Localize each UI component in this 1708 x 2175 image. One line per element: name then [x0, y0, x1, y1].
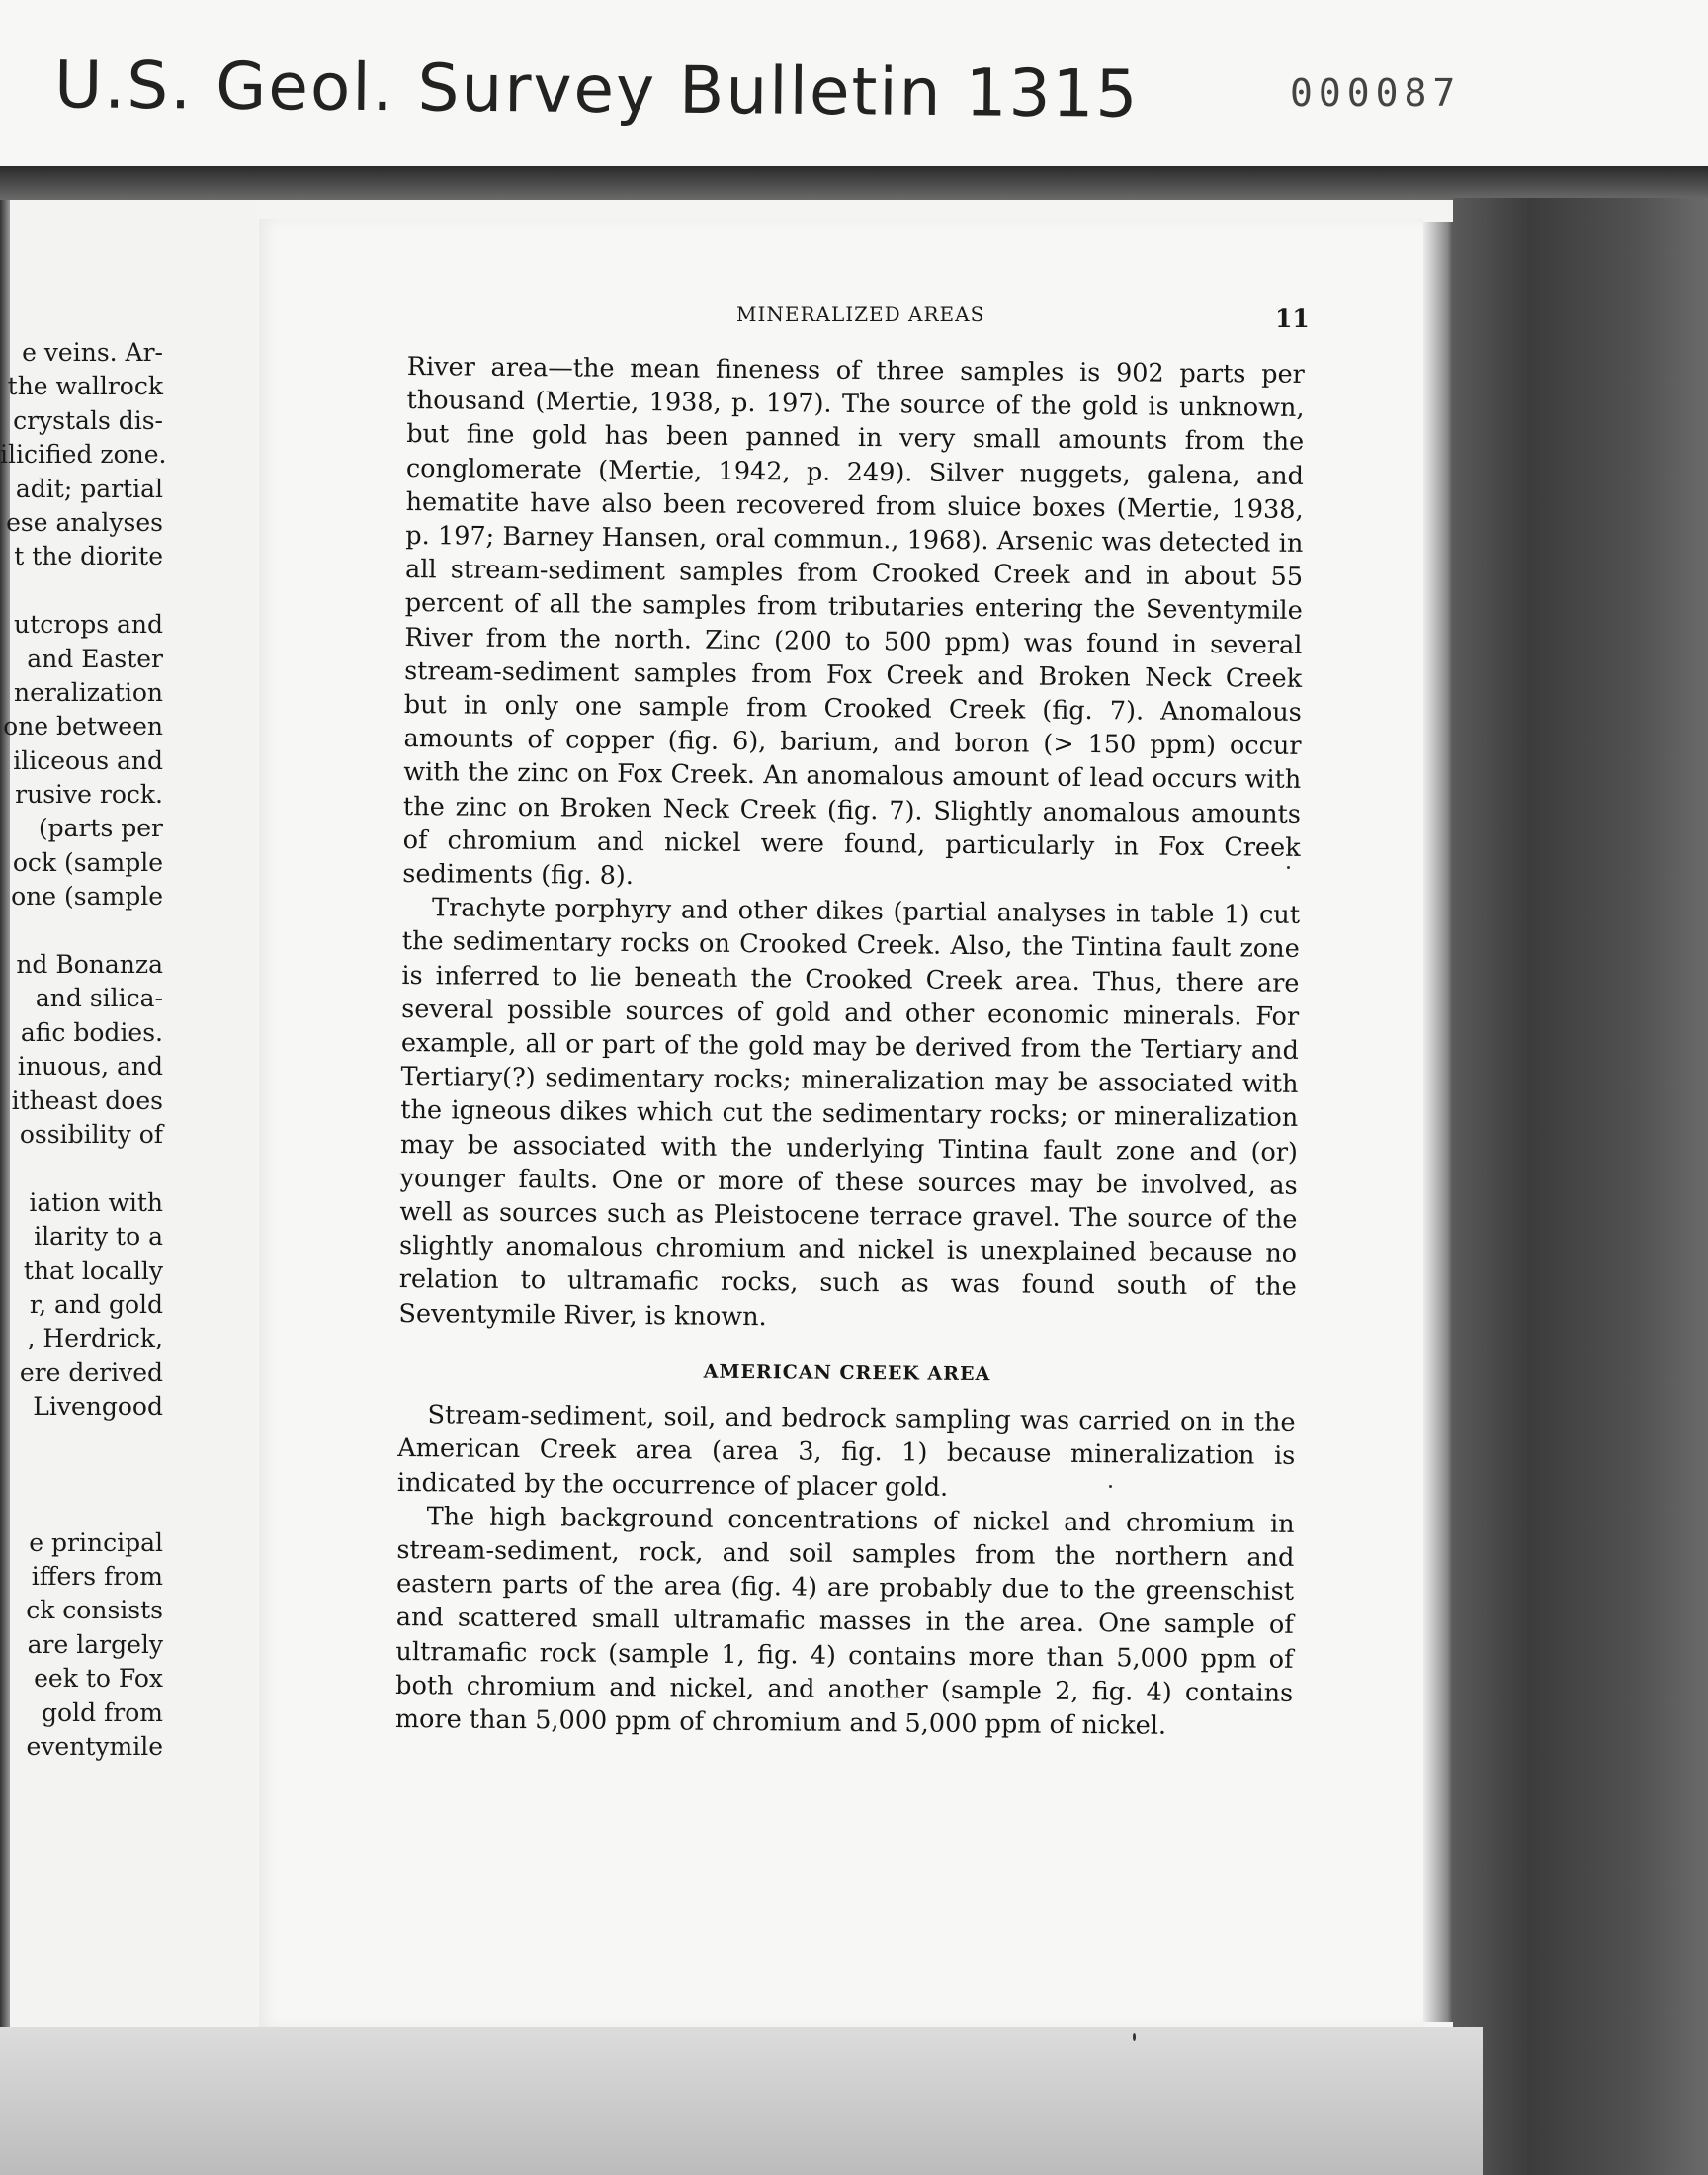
left-page-line: iliceous and: [13, 745, 163, 775]
document-stamp-number: 000087: [1290, 71, 1462, 115]
left-page-line: [0, 574, 163, 608]
left-page-line: Livengood: [33, 1392, 163, 1422]
scan-speck: [1287, 866, 1290, 869]
left-page-line: ossibility of: [19, 1119, 163, 1149]
left-page-line: ese analyses: [6, 507, 163, 537]
scan-speck: [1109, 1485, 1112, 1488]
scanner-right-shadow: [1453, 198, 1708, 2175]
scanner-bottom-shadow: [0, 2027, 1483, 2175]
left-page-line: itheast does: [11, 1086, 163, 1115]
left-page-line: [0, 1458, 163, 1492]
left-page-text: [0, 336, 167, 1764]
left-page-line: rusive rock.: [15, 780, 163, 810]
left-page-line: that locally: [23, 1256, 163, 1285]
left-page-line: iffers from: [31, 1562, 163, 1592]
scanner-shadow-band: [0, 166, 1708, 200]
left-page-line: e veins. Ar-: [22, 338, 163, 367]
left-page-line: ilicified zone.: [0, 440, 167, 470]
left-page-line: crystals dis-: [13, 405, 163, 435]
left-page-line: ock (sample: [12, 847, 163, 877]
left-page-line: ck consists: [26, 1596, 163, 1625]
left-page-line: inuous, and: [17, 1052, 163, 1082]
scan-speck: [1133, 2033, 1136, 2041]
body-text: [395, 350, 1305, 1744]
left-page-line: [0, 1152, 163, 1185]
left-page-line: eek to Fox: [34, 1664, 163, 1694]
left-page-line: [0, 914, 163, 948]
left-page-line: and silica-: [35, 984, 163, 1013]
left-page-line: and Easter: [27, 644, 163, 673]
page-edge: [1423, 222, 1453, 2022]
paragraph: The high background concentrations of nickel and chromium in stream-sediment, rock, and soil samples from the northern and eastern parts of the area (fig. 4) are probably due to the greenschist and scattered small ultramafic masses in the area. One sample of ultramafic rock (sample 1, fig. 4) contains more than 5,000 ppm of both chromium and nickel, and another (sample 2, fig. 4) contains more than 5,000 ppm of chromium and 5,000 ppm of nickel.: [394, 1501, 1295, 1741]
left-page-line: ere derived: [19, 1357, 163, 1387]
left-page-line: e principal: [29, 1527, 163, 1557]
left-page-line: gold from: [42, 1697, 163, 1727]
left-page-line: , Herdrick,: [27, 1324, 163, 1353]
handwritten-title: U.S. Geol. Survey Bulletin 1315: [53, 46, 1140, 132]
left-page-line: r, and gold: [29, 1289, 163, 1319]
left-page-line: nd Bonanza: [16, 950, 163, 980]
section-heading: AMERICAN CREEK AREA: [703, 1360, 991, 1386]
left-page-line: t the diorite: [14, 542, 163, 571]
left-page-line: the wallrock: [7, 372, 163, 401]
left-page-line: (parts per: [38, 814, 163, 843]
left-page-line: adit; partial: [15, 474, 163, 503]
left-page-line: eventymile: [26, 1732, 163, 1762]
left-page-line: one between: [3, 712, 163, 741]
paragraph: River area—the mean fineness of three samples is 902 parts per thousand (Mertie, 1938, p. 197). The source of the gold is unknown, but fine gold has been panned in very small amounts from the conglomerate (Mertie, 1942, p. 249). Silver nuggets, galena, and hematite have also been recovered from sluice boxes (Mertie, 1938, p. 197; Barney Hansen, oral commun., 1968). Arsenic was detected in all stream-sediment samples from Crooked Creek and in about 55 percent of all the samples from tributaries entering the Seventymile River from the north. Zinc (200 to 500 ppm) was found in several stream-sediment samples from Fox Creek and Broken Neck Creek but in only one sample from Crooked Creek (fig. 7). Anomalous amounts of copper (fig. 6), barium, and boron (> 150 ppm) occur with the zinc on Fox Creek. An anomalous amount of lead occurs with the zinc on Broken Neck Creek (fig. 7). Slightly anomalous amounts of chromium and nickel were found, particularly in Fox Creek sediments (fig. 8).: [402, 351, 1305, 892]
left-page-line: [0, 1425, 163, 1458]
left-page-line: ilarity to a: [34, 1222, 163, 1252]
paragraph: Trachyte porphyry and other dikes (partial analyses in table 1) cut the sedimentary rocks on Crooked Creek. Also, the Tintina fault zone is inferred to lie beneath the Crooked Creek area. Thus, there are several possible sources of gold and other economic minerals. For example, all or part of the gold may be derived from the Tertiary and Tertiary(?) sedimentary rocks; mineralization may be associated with the igneous dikes which cut the sedimentary rocks; or mineralization may be associated with the underlying Tintina fault zone and (or) younger faults. One or more of these sources may be involved, as well as sources such as Pleistocene terrace gravel. The source of the slightly anomalous chromium and nickel is unexplained because no relation to ultramafic rocks, such as was found south of the Seventymile River, is known.: [398, 893, 1301, 1332]
left-page-line: one (sample: [11, 882, 163, 912]
page-number: 11: [1275, 304, 1310, 333]
left-page-line: iation with: [29, 1187, 163, 1217]
left-page-line: afic bodies.: [20, 1017, 163, 1047]
left-page-line: neralization: [13, 677, 163, 707]
left-page-line: are largely: [27, 1629, 163, 1659]
paragraph: Stream-sediment, soil, and bedrock sampling was carried on in the American Creek area (area 3, fig. 1) because mineralization is indicated by the occurrence of placer gold.: [396, 1400, 1296, 1503]
left-page-line: [0, 1492, 163, 1525]
left-page-line: utcrops and: [14, 610, 163, 640]
running-head: MINERALIZED AREAS: [736, 303, 985, 326]
